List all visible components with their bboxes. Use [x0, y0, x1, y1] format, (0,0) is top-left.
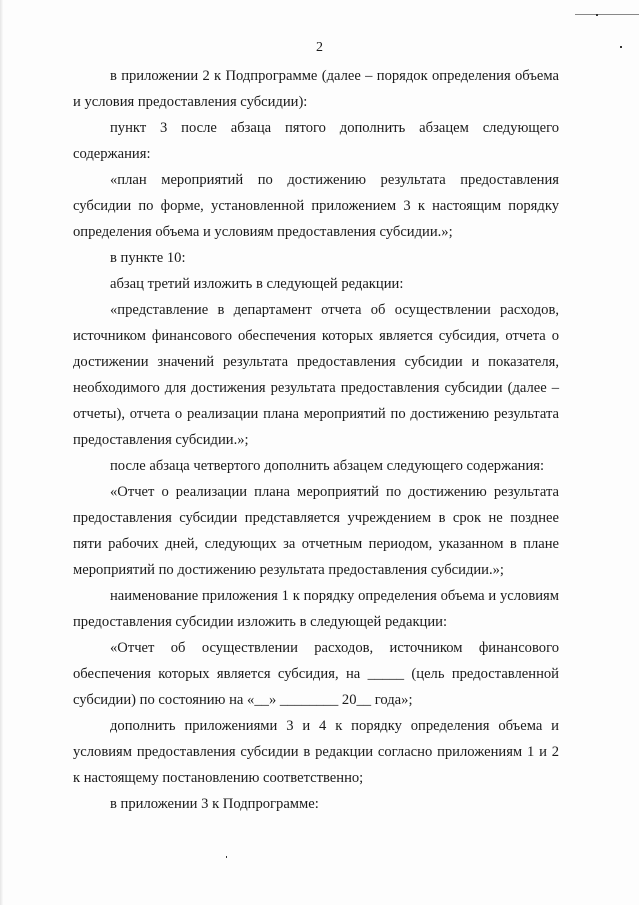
page-number: 2 [316, 40, 323, 55]
paragraph-5: абзац третий изложить в следующей редакции: [110, 276, 404, 292]
scan-speck [226, 856, 227, 858]
paragraph-1: в приложении 2 к Подпрограмме (далее – порядок определения объема и условия предоставления субсидии): [73, 68, 559, 110]
scan-edge [0, 0, 3, 905]
paragraph-6: «представление в департамент отчета об осуществлении расходов, источником финансового обеспечения которых является субсидия, отчета о достижении значений результата предоставления субсидии и показателя, необходимого для достижения результата предоставления субсидии (далее – отчеты), отчета о реализации плана мероприятий по достижению результата предоставления субсидии.»; [73, 302, 559, 448]
paragraph-3: «план мероприятий по достижению результата предоставления субсидии по форме, установленной приложением 3 к настоящим порядку определения объема и условиям предоставления субсидии.»; [73, 172, 559, 240]
paragraph-8: «Отчет о реализации плана мероприятий по достижению результата предоставления субсидии представляется учреждением в срок не позднее пяти рабочих дней, следующих за отчетным периодом, указанном в плане мероприятий по достижению результата предоставления субсидии.»; [73, 484, 559, 578]
scan-corner-line [575, 14, 639, 15]
paragraph-11: дополнить приложениями 3 и 4 к порядку определения объема и условиям предоставления субсидии в редакции согласно приложениям 1 и 2 к настоящему постановлению соответственно; [73, 718, 559, 786]
document-body [73, 63, 559, 817]
paragraph-10: «Отчет об осуществлении расходов, источником финансового обеспечения которых является субсидия, на _____ (цель предоставленной субсидии) по состоянию на «__» ________ 20__ года»; [73, 640, 559, 708]
paragraph-12: в приложении 3 к Подпрограмме: [110, 796, 319, 812]
paragraph-9: наименование приложения 1 к порядку определения объема и условиям предоставления субсидии изложить в следующей редакции: [73, 588, 559, 630]
paragraph-4: в пункте 10: [110, 250, 186, 266]
scan-speck [620, 46, 622, 48]
scan-speck [596, 14, 598, 16]
paragraph-7: после абзаца четвертого дополнить абзацем следующего содержания: [110, 458, 545, 474]
paragraph-2: пункт 3 после абзаца пятого дополнить абзацем следующего содержания: [73, 120, 559, 162]
